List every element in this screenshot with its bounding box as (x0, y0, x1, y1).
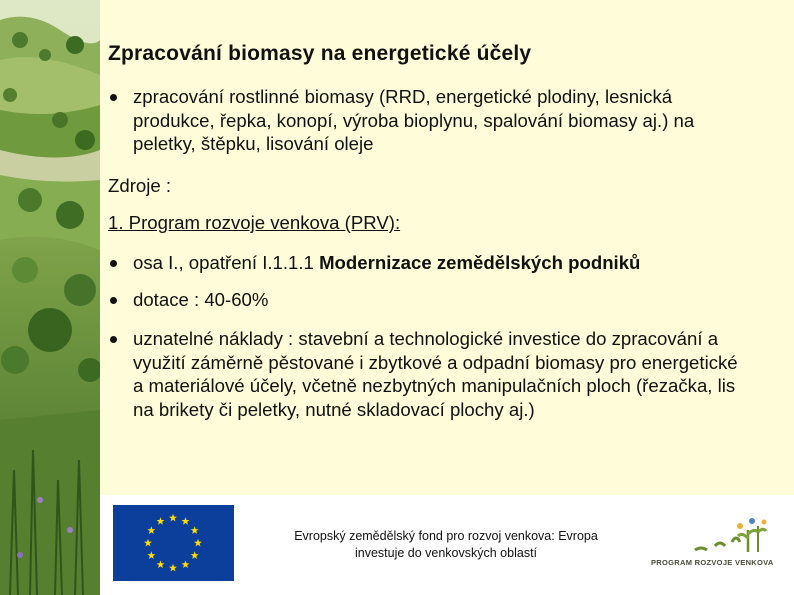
eu-star-icon (194, 539, 202, 547)
eu-star-icon (182, 560, 190, 568)
fund-statement (258, 528, 634, 561)
bullet-text (133, 251, 743, 275)
bullet-subsidy (108, 288, 743, 312)
eu-flag-logo (113, 505, 234, 581)
sprouts-icon (640, 512, 770, 582)
eu-star-icon (147, 526, 155, 534)
bullet-text: zpracování rostlinné biomasy (RRD, energetické plodiny, lesnická produkce, řepka, konopí, výroba bioplynu, spalování biomasy aj.) na peletky, štěpku, lisování oleje (133, 86, 695, 154)
eu-star-icon (157, 560, 165, 568)
program-heading: 1. Program rozvoje venkova (PRV): (108, 212, 401, 233)
fund-line-1: Evropský zemědělský fond pro rozvoj venkova: Evropa (294, 529, 598, 543)
eu-star-icon (191, 526, 199, 534)
bullet-dot (110, 336, 117, 343)
axis-measure-prefix: osa I., opatření I.1.1.1 (133, 252, 320, 273)
eu-star-icon (147, 551, 155, 559)
eu-star-icon (157, 517, 165, 525)
bullet-biomass-processing (108, 85, 743, 156)
fund-line-2: investuje do venkovských oblastí (354, 545, 538, 560)
bullet-text: uznatelné náklady : stavební a technologické investice do zpracování a využití záměrně pěstované i zbytkové a odpadní biomasy pro energetické a materiálové účely, včetně nezbytných manipulačních ploch (řezačka, lis na brikety či peletky, nutné skladovací plochy aj.) (133, 328, 738, 420)
bullet-dot (110, 260, 117, 267)
bullet-eligible-costs (108, 327, 743, 421)
eu-star-icon (191, 551, 199, 559)
bullet-dot (110, 297, 117, 304)
slide-title: Zpracování biomasy na energetické účely (108, 42, 532, 65)
axis-measure-name: Modernizace zemědělských podniků (319, 252, 641, 273)
eu-star-icon (144, 539, 152, 547)
eu-star-icon (169, 514, 177, 522)
sources-label: Zdroje : (108, 175, 172, 196)
eu-star-icon (182, 517, 190, 525)
bullet-dot (110, 94, 117, 101)
program-rozvoje-venkova-logo (640, 512, 770, 582)
logo-caption: PROGRAM ROZVOJE VENKOVA (651, 558, 774, 567)
eu-stars-icon (113, 505, 234, 581)
bullet-axis-measure (108, 251, 743, 275)
bullet-text: dotace : 40-60% (133, 289, 269, 310)
eu-star-icon (169, 564, 177, 572)
